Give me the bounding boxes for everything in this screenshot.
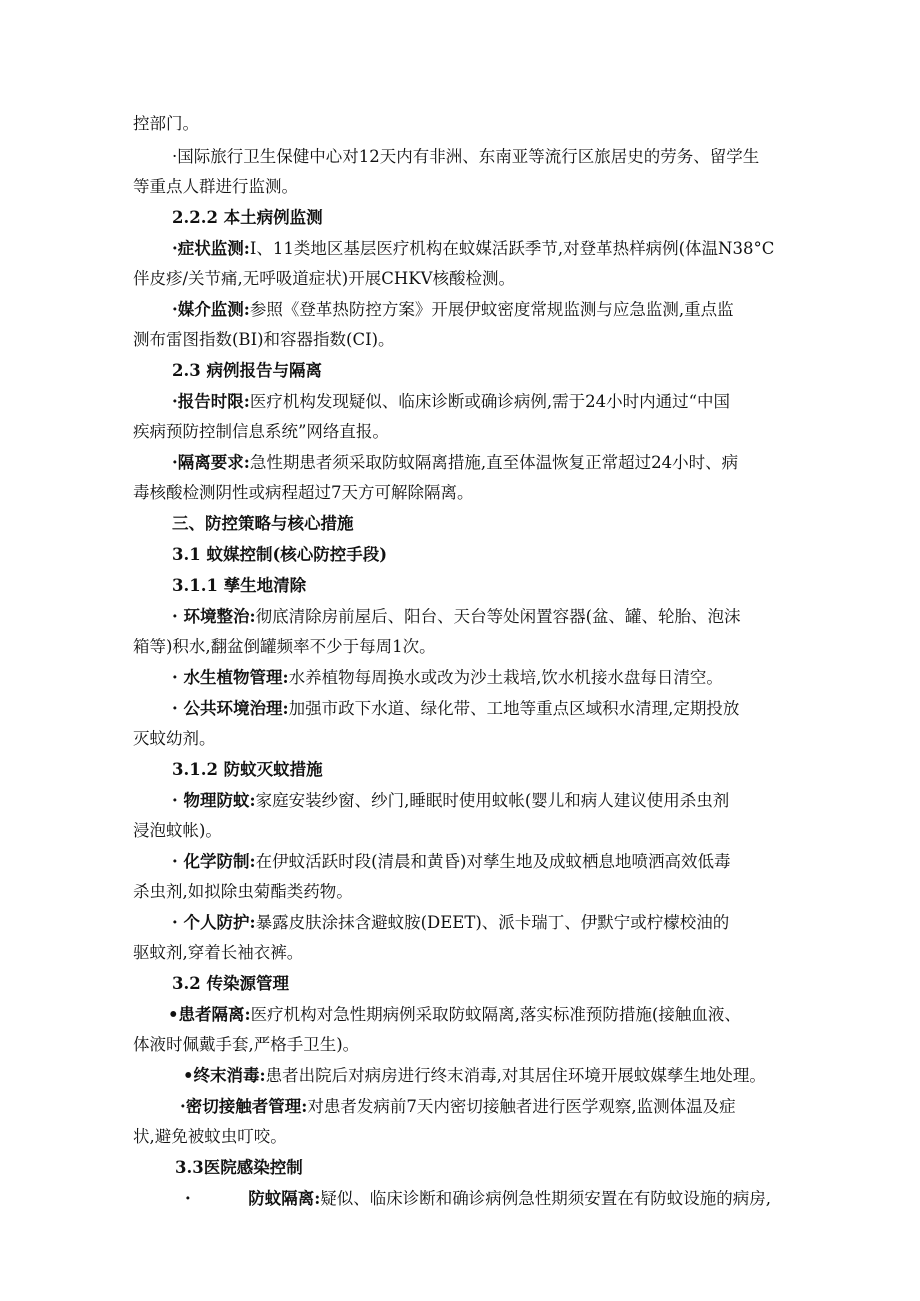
- line-text: 对患者发病前7天内密切接触者进行医学观察,监测体温及症: [307, 1097, 736, 1116]
- section-heading: [172, 544, 387, 566]
- text-line: [133, 820, 222, 842]
- heading-text: 3.1.1 孳生地清除: [172, 576, 307, 595]
- bullet-label: · 防蚊隔离:: [185, 1189, 321, 1208]
- bullet-line: [172, 698, 739, 720]
- section-heading: [172, 207, 323, 229]
- line-text: 测布雷图指数(BI)和容器指数(CI)。: [133, 330, 395, 349]
- bullet-label: ·症状监测:: [172, 239, 250, 258]
- section-heading: [175, 1157, 303, 1179]
- bullet-line: [172, 790, 729, 812]
- line-text: 医疗机构对急性期病例采取防蚊隔离,落实标准预防措施(接触血液、: [250, 1005, 741, 1024]
- line-text: 急性期患者须采取防蚊隔离措施,直至体温恢复正常超过24小时、病: [249, 453, 739, 472]
- text-line: [133, 728, 216, 750]
- line-text: 伴皮疹/关节痛,无呼吸道症状)开展CHKV核酸检测。: [133, 269, 515, 288]
- section-heading: [172, 360, 322, 382]
- line-text: 患者出院后对病房进行终末消毒,对其居住环境开展蚊媒孳生地处理。: [265, 1066, 766, 1085]
- bullet-label: · 水生植物管理:: [172, 668, 289, 687]
- bullet-label: · 化学防制:: [172, 852, 256, 871]
- bullet-line: [168, 1004, 741, 1026]
- line-text: 灭蚊幼剂。: [133, 729, 216, 748]
- bullet-line: [172, 299, 734, 321]
- heading-text: 3.2 传染源管理: [172, 974, 289, 993]
- bullet-label: ·媒介监测:: [172, 300, 250, 319]
- bullet-line: [185, 1188, 771, 1210]
- text-line: [133, 421, 389, 443]
- bullet-label: · 公共环境治理:: [172, 699, 289, 718]
- line-text: I、11类地区基层医疗机构在蚊媒活跃季节,对登革热样病例(体温N38°C: [249, 239, 775, 258]
- line-text: 暴露皮肤涂抹含避蚊胺(DEET)、派卡瑞丁、伊默宁或柠檬校油的: [255, 913, 730, 932]
- text-line: [133, 268, 515, 290]
- line-text: 加强市政下水道、绿化带、工地等重点区域积水清理,定期投放: [288, 699, 740, 718]
- bullet-label: · 个人防护:: [172, 913, 256, 932]
- line-text: ·国际旅行卫生保健中心对12天内有非洲、东南亚等流行区旅居史的劳务、留学生: [172, 147, 760, 166]
- bullet-label: · 物理防蚊:: [172, 791, 256, 810]
- heading-text: 2.3 病例报告与隔离: [172, 361, 322, 380]
- bullet-line: [172, 851, 730, 873]
- line-text: 杀虫剂,如拟除虫菊酯类药物。: [133, 882, 353, 901]
- line-text: 驱蚊剂,穿着长袖衣裤。: [133, 943, 304, 962]
- line-text: 浸泡蚊帐)。: [133, 821, 222, 840]
- text-line: [133, 176, 298, 198]
- line-text: 在伊蚊活跃时段(清晨和黄昏)对孳生地及成蚊栖息地喷洒高效低毒: [255, 852, 731, 871]
- bullet-label: ·隔离要求:: [172, 453, 250, 472]
- bullet-line: [172, 452, 738, 474]
- line-text: 体液时佩戴手套,严格手卫生)。: [133, 1035, 360, 1054]
- bullet-line: [172, 391, 730, 413]
- line-text: 箱等)积水,翻盆倒罐频率不少于每周1次。: [133, 637, 436, 656]
- bullet-line: [180, 1096, 736, 1118]
- text-line: [133, 1034, 359, 1056]
- line-text: 状,避免被蚊虫叮咬。: [133, 1127, 287, 1146]
- line-text: 等重点人群进行监测。: [133, 177, 298, 196]
- subsection-heading: [172, 759, 323, 781]
- bullet-line: [172, 146, 759, 168]
- line-text: 控部门。: [133, 114, 199, 133]
- text-line: [133, 1126, 287, 1148]
- line-text: 水养植物每周换水或改为沙土栽培,饮水机接水盘每日清空。: [288, 668, 723, 687]
- bullet-label: · 环境整治:: [172, 607, 256, 626]
- bullet-line: [172, 238, 774, 260]
- bullet-line: [172, 667, 723, 689]
- bullet-line: [172, 912, 729, 934]
- bullet-line: [183, 1065, 766, 1087]
- line-text: 医疗机构发现疑似、临床诊断或确诊病例,需于24小时内通过“中国: [249, 392, 731, 411]
- line-text: 参照《登革热防控方案》开展伊蚊密度常规监测与应急监测,重点监: [249, 300, 734, 319]
- bullet-label: •终末消毒:: [183, 1066, 266, 1085]
- text-line: [133, 942, 303, 964]
- text-line: [133, 636, 436, 658]
- chapter-heading: [172, 513, 354, 535]
- text-line: [133, 482, 474, 504]
- heading-text: 3.3医院感染控制: [175, 1158, 303, 1177]
- text-line: [133, 329, 395, 351]
- bullet-label: •患者隔离:: [168, 1005, 251, 1024]
- heading-text: 3.1.2 防蚊灭蚊措施: [172, 760, 323, 779]
- section-heading: [172, 973, 289, 995]
- heading-text: 3.1 蚊媒控制(核心防控手段): [172, 545, 388, 564]
- text-line: [133, 881, 353, 903]
- text-line: [133, 113, 199, 135]
- line-text: 毒核酸检测阴性或病程超过7天方可解除隔离。: [133, 483, 474, 502]
- bullet-line: [172, 606, 741, 628]
- line-text: 疾病预防控制信息系统”网络直报。: [133, 422, 389, 441]
- heading-text: 三、防控策略与核心措施: [172, 514, 354, 533]
- bullet-label: ·报告时限:: [172, 392, 250, 411]
- bullet-label: ·密切接触者管理:: [180, 1097, 308, 1116]
- line-text: 家庭安装纱窗、纱门,睡眠时使用蚊帐(婴儿和病人建议使用杀虫剂: [255, 791, 730, 810]
- subsection-heading: [172, 575, 306, 597]
- heading-text: 2.2.2 本土病例监测: [172, 208, 323, 227]
- line-text: 彻底清除房前屋后、阳台、天台等处闲置容器(盆、罐、轮胎、泡沫: [255, 607, 741, 626]
- line-text: 疑似、临床诊断和确诊病例急性期须安置在有防蚊设施的病房,: [320, 1189, 772, 1208]
